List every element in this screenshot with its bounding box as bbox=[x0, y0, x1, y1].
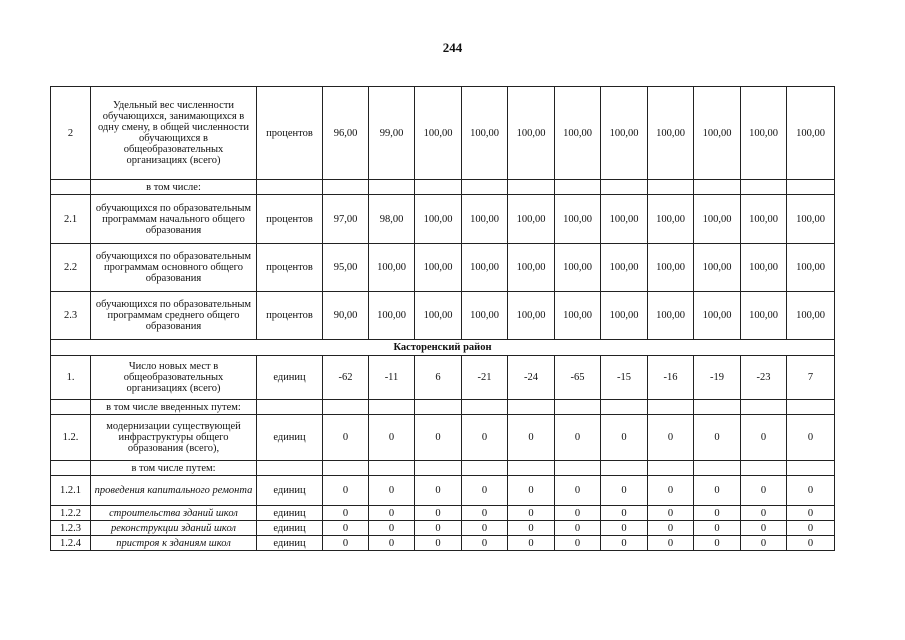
value-cell: 100,00 bbox=[555, 292, 601, 340]
value-cell: 100,00 bbox=[462, 195, 508, 244]
value-cell: 0 bbox=[369, 476, 415, 506]
value-cell: 100,00 bbox=[741, 244, 787, 292]
value-cell bbox=[462, 461, 508, 476]
value-cell bbox=[787, 180, 835, 195]
value-cell: -11 bbox=[369, 356, 415, 400]
row-number: 1.2.4 bbox=[51, 536, 91, 551]
value-cell: -15 bbox=[601, 356, 648, 400]
value-cell bbox=[369, 400, 415, 415]
row-number bbox=[51, 400, 91, 415]
row-unit bbox=[257, 400, 323, 415]
value-cell: 0 bbox=[555, 476, 601, 506]
row-unit: единиц bbox=[257, 476, 323, 506]
value-cell: 100,00 bbox=[555, 244, 601, 292]
value-cell: 100,00 bbox=[415, 195, 462, 244]
row-unit: единиц bbox=[257, 415, 323, 461]
value-cell: 0 bbox=[648, 415, 694, 461]
indicators-table bbox=[50, 86, 835, 551]
row-number: 2.1 bbox=[51, 195, 91, 244]
value-cell: 100,00 bbox=[787, 292, 835, 340]
value-cell: 0 bbox=[787, 415, 835, 461]
value-cell: 100,00 bbox=[508, 292, 555, 340]
value-cell: 0 bbox=[415, 521, 462, 536]
value-cell: 0 bbox=[369, 536, 415, 551]
row-description: строительства зданий школ bbox=[91, 506, 257, 521]
value-cell bbox=[694, 180, 741, 195]
value-cell: 0 bbox=[648, 476, 694, 506]
value-cell: 0 bbox=[508, 476, 555, 506]
value-cell: 100,00 bbox=[648, 195, 694, 244]
page-number: 244 bbox=[442, 40, 463, 55]
value-cell bbox=[694, 400, 741, 415]
section-header-body bbox=[51, 340, 835, 356]
value-cell: 0 bbox=[508, 506, 555, 521]
row-unit: единиц bbox=[257, 356, 323, 400]
value-cell: 0 bbox=[369, 415, 415, 461]
row-description: в том числе введенных путем: bbox=[91, 400, 257, 415]
value-cell: 0 bbox=[694, 521, 741, 536]
value-cell: 100,00 bbox=[694, 195, 741, 244]
value-cell: 0 bbox=[601, 536, 648, 551]
value-cell: 100,00 bbox=[741, 195, 787, 244]
row-unit: процентов bbox=[257, 292, 323, 340]
value-cell bbox=[323, 180, 369, 195]
value-cell: 90,00 bbox=[323, 292, 369, 340]
value-cell: 0 bbox=[648, 536, 694, 551]
value-cell: 0 bbox=[415, 536, 462, 551]
section-title: Касторенский район bbox=[51, 340, 835, 356]
row-number: 1. bbox=[51, 356, 91, 400]
row-description: Удельный вес численности обучающихся, занимающихся в одну смену, в общей численности обучающихся в общеобразовательных организациях (всего) bbox=[91, 87, 257, 180]
value-cell: 0 bbox=[694, 415, 741, 461]
value-cell: 100,00 bbox=[369, 292, 415, 340]
value-cell: 0 bbox=[415, 415, 462, 461]
value-cell: 6 bbox=[415, 356, 462, 400]
value-cell: -62 bbox=[323, 356, 369, 400]
value-cell: 100,00 bbox=[462, 244, 508, 292]
value-cell: 0 bbox=[323, 415, 369, 461]
value-cell bbox=[741, 400, 787, 415]
value-cell: 100,00 bbox=[415, 244, 462, 292]
value-cell: 0 bbox=[462, 536, 508, 551]
value-cell: 99,00 bbox=[369, 87, 415, 180]
value-cell: -21 bbox=[462, 356, 508, 400]
value-cell: 0 bbox=[694, 506, 741, 521]
value-cell: 0 bbox=[462, 415, 508, 461]
value-cell bbox=[323, 400, 369, 415]
table-row bbox=[51, 356, 835, 400]
table-row bbox=[51, 180, 835, 195]
value-cell bbox=[415, 180, 462, 195]
section-header-row bbox=[51, 340, 835, 356]
row-description: Число новых мест в общеобразовательных организациях (всего) bbox=[91, 356, 257, 400]
value-cell bbox=[694, 461, 741, 476]
value-cell: 100,00 bbox=[369, 244, 415, 292]
value-cell: 0 bbox=[741, 506, 787, 521]
row-unit: единиц bbox=[257, 521, 323, 536]
table-row bbox=[51, 506, 835, 521]
value-cell bbox=[555, 461, 601, 476]
value-cell: 0 bbox=[415, 476, 462, 506]
value-cell bbox=[508, 180, 555, 195]
row-number: 1.2.3 bbox=[51, 521, 91, 536]
value-cell: 100,00 bbox=[508, 244, 555, 292]
value-cell bbox=[462, 400, 508, 415]
value-cell: 0 bbox=[462, 506, 508, 521]
row-description: в том числе: bbox=[91, 180, 257, 195]
value-cell: 96,00 bbox=[323, 87, 369, 180]
row-description: в том числе путем: bbox=[91, 461, 257, 476]
value-cell: 0 bbox=[741, 536, 787, 551]
value-cell: 0 bbox=[601, 521, 648, 536]
value-cell: 100,00 bbox=[601, 292, 648, 340]
value-cell bbox=[648, 180, 694, 195]
value-cell: 100,00 bbox=[508, 87, 555, 180]
value-cell bbox=[601, 461, 648, 476]
value-cell: 0 bbox=[323, 521, 369, 536]
value-cell: 98,00 bbox=[369, 195, 415, 244]
value-cell: 0 bbox=[369, 521, 415, 536]
value-cell: 0 bbox=[648, 506, 694, 521]
value-cell bbox=[787, 400, 835, 415]
value-cell: 100,00 bbox=[787, 195, 835, 244]
value-cell: 0 bbox=[323, 506, 369, 521]
value-cell bbox=[508, 461, 555, 476]
value-cell: 0 bbox=[741, 521, 787, 536]
table-body-top bbox=[51, 87, 835, 340]
value-cell: 100,00 bbox=[694, 87, 741, 180]
row-number: 1.2.1 bbox=[51, 476, 91, 506]
value-cell bbox=[555, 180, 601, 195]
value-cell bbox=[323, 461, 369, 476]
row-number: 1.2.2 bbox=[51, 506, 91, 521]
table-row bbox=[51, 521, 835, 536]
value-cell: 97,00 bbox=[323, 195, 369, 244]
value-cell bbox=[648, 461, 694, 476]
value-cell: 0 bbox=[555, 521, 601, 536]
value-cell: 0 bbox=[601, 476, 648, 506]
value-cell: 100,00 bbox=[601, 87, 648, 180]
value-cell: 7 bbox=[787, 356, 835, 400]
value-cell: 100,00 bbox=[741, 87, 787, 180]
value-cell: 0 bbox=[601, 415, 648, 461]
value-cell: 100,00 bbox=[462, 87, 508, 180]
value-cell bbox=[555, 400, 601, 415]
row-unit bbox=[257, 461, 323, 476]
table-row bbox=[51, 195, 835, 244]
table-row bbox=[51, 400, 835, 415]
row-number: 2.2 bbox=[51, 244, 91, 292]
row-description: пристроя к зданиям школ bbox=[91, 536, 257, 551]
row-unit: единиц bbox=[257, 536, 323, 551]
row-number: 2.3 bbox=[51, 292, 91, 340]
value-cell: 95,00 bbox=[323, 244, 369, 292]
value-cell: 100,00 bbox=[462, 292, 508, 340]
value-cell: 0 bbox=[694, 536, 741, 551]
value-cell: 0 bbox=[555, 415, 601, 461]
row-description: модернизации существующей инфраструктуры общего образования (всего), bbox=[91, 415, 257, 461]
value-cell: 100,00 bbox=[601, 244, 648, 292]
table-row bbox=[51, 244, 835, 292]
row-description: обучающихся по образовательным программам среднего общего образования bbox=[91, 292, 257, 340]
value-cell bbox=[415, 400, 462, 415]
row-description: реконструкции зданий школ bbox=[91, 521, 257, 536]
value-cell: 100,00 bbox=[555, 195, 601, 244]
value-cell: 100,00 bbox=[694, 292, 741, 340]
value-cell: -23 bbox=[741, 356, 787, 400]
value-cell: 0 bbox=[462, 521, 508, 536]
table-row bbox=[51, 536, 835, 551]
row-number: 1.2. bbox=[51, 415, 91, 461]
value-cell: 0 bbox=[741, 476, 787, 506]
value-cell: 0 bbox=[508, 536, 555, 551]
value-cell: 100,00 bbox=[415, 87, 462, 180]
value-cell: 0 bbox=[787, 506, 835, 521]
value-cell: 0 bbox=[787, 521, 835, 536]
row-number bbox=[51, 461, 91, 476]
row-description: проведения капитального ремонта bbox=[91, 476, 257, 506]
value-cell: 100,00 bbox=[648, 87, 694, 180]
value-cell: 100,00 bbox=[741, 292, 787, 340]
value-cell: 0 bbox=[462, 476, 508, 506]
value-cell: 0 bbox=[555, 506, 601, 521]
value-cell bbox=[787, 461, 835, 476]
value-cell: 0 bbox=[741, 415, 787, 461]
value-cell: -16 bbox=[648, 356, 694, 400]
row-unit: процентов bbox=[257, 244, 323, 292]
value-cell: 100,00 bbox=[787, 244, 835, 292]
value-cell: 100,00 bbox=[601, 195, 648, 244]
value-cell bbox=[508, 400, 555, 415]
value-cell bbox=[741, 461, 787, 476]
row-unit bbox=[257, 180, 323, 195]
table-row bbox=[51, 292, 835, 340]
table-row bbox=[51, 415, 835, 461]
value-cell: 0 bbox=[787, 476, 835, 506]
value-cell: 0 bbox=[694, 476, 741, 506]
value-cell: 100,00 bbox=[555, 87, 601, 180]
value-cell: 100,00 bbox=[415, 292, 462, 340]
table-row bbox=[51, 461, 835, 476]
row-description: обучающихся по образовательным программам основного общего образования bbox=[91, 244, 257, 292]
value-cell bbox=[369, 180, 415, 195]
value-cell bbox=[648, 400, 694, 415]
value-cell: 100,00 bbox=[648, 292, 694, 340]
value-cell: -19 bbox=[694, 356, 741, 400]
value-cell: 0 bbox=[555, 536, 601, 551]
value-cell bbox=[369, 461, 415, 476]
value-cell bbox=[462, 180, 508, 195]
value-cell: 100,00 bbox=[648, 244, 694, 292]
row-number: 2 bbox=[51, 87, 91, 180]
row-description: обучающихся по образовательным программам начального общего образования bbox=[91, 195, 257, 244]
value-cell bbox=[415, 461, 462, 476]
row-unit: процентов bbox=[257, 195, 323, 244]
row-number bbox=[51, 180, 91, 195]
table-row bbox=[51, 476, 835, 506]
value-cell: 0 bbox=[415, 506, 462, 521]
value-cell: 100,00 bbox=[787, 87, 835, 180]
value-cell: 100,00 bbox=[508, 195, 555, 244]
value-cell bbox=[601, 180, 648, 195]
value-cell: 0 bbox=[323, 536, 369, 551]
value-cell: 0 bbox=[369, 506, 415, 521]
value-cell: 0 bbox=[508, 415, 555, 461]
row-unit: единиц bbox=[257, 506, 323, 521]
value-cell: 100,00 bbox=[694, 244, 741, 292]
table-row bbox=[51, 87, 835, 180]
value-cell: 0 bbox=[508, 521, 555, 536]
value-cell: 0 bbox=[601, 506, 648, 521]
value-cell: 0 bbox=[787, 536, 835, 551]
row-unit: процентов bbox=[257, 87, 323, 180]
value-cell: 0 bbox=[323, 476, 369, 506]
value-cell: -24 bbox=[508, 356, 555, 400]
value-cell bbox=[601, 400, 648, 415]
value-cell bbox=[741, 180, 787, 195]
value-cell: 0 bbox=[648, 521, 694, 536]
table-body-bottom bbox=[51, 356, 835, 551]
value-cell: -65 bbox=[555, 356, 601, 400]
